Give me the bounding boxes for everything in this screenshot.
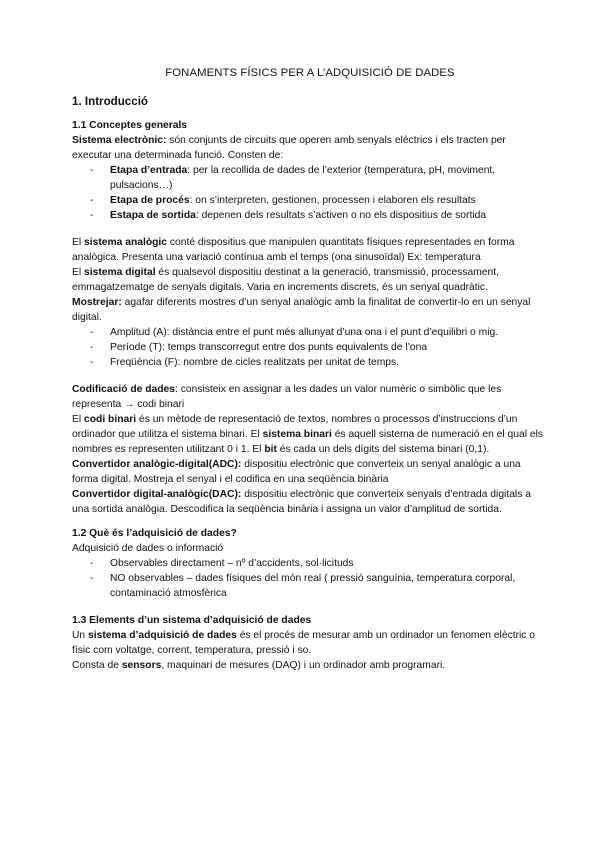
paragraph-sistema-analogic: El sistema analògic conté dispositius que manipulen quantitats físiques representades en forma analògica. Presenta una variació contínua amb el temps (ona sinusoïdal) Ex: temperatura [72,237,515,263]
list-item: - Etapa de procés: on s’interpreten, gestionen, processen i elaboren els resultats [72,193,548,208]
subsection-heading-adquisicio: 1.2 Què és l’adquisició de dades? [72,528,237,539]
list-parametres [72,325,548,370]
paragraph-codi-binari: El codi binari és un mètode de representació de textos, nombres o processos d’instruccions d’un ordinador que utilitza el sistema binari. El sistema binari és aquell sistema de numeració en el qual els nombres es representen utilitzant 0 i 1. El bit és cada un dels dígits del sistema binari (0,1). [72,414,544,455]
list-item: - Estapa de sortida: depenen dels resultats s’activen o no els dispositius de sortida [72,208,548,223]
paragraph-codificacio: Codificació de dades: consisteix en assignar a les dades un valor numèric o simbòlic que les representa → codi binari [72,384,502,410]
paragraph-sistema-adquisicio: Un sistema d’adquisició de dades és el procés de mesurar amb un ordinador un fenomen elèctric o físic com voltatge, corrent, temperatura, pressió i so. [72,630,536,656]
subsection-heading-elements: 1.3 Elements d’un sistema d’adquisició de dades [72,615,312,626]
document-title: FONAMENTS FÍSICS PER A L’ADQUISICIÓ DE DADES [165,67,455,79]
paragraph-sistema-digital: El sistema digital és qualsevol dispositiu destinat a la generació, transmissió, processament, emmagatzematge de senyals digitals. Varia en increments discrets, és un senyal quadràtic. [72,267,499,293]
subsection-heading-conceptes: 1.1 Conceptes generals [72,120,188,131]
list-observables [72,556,548,601]
paragraph-sistema-electronic: Sistema electrònic: són conjunts de circuits que operen amb senyals elèctrics i els tracten per executar una determinada funció. Consten de: [72,135,506,161]
paragraph-dac: Convertidor digital-analògic(DAC): dispositiu electrònic que converteix senyals d’entrada digitals a una sortida analògia. Descodifica la seqüència binària i assigna un valor d’amplitud de sortida. [72,489,531,515]
paragraph-adquisicio-intro: Adquisició de dades o informació [72,543,224,554]
list-item: - NO observables – dades físiques del món real ( pressió sanguínia, temperatura corporal, contaminació atmosfèrica [72,571,548,601]
list-item: - Etapa d’entrada: per la recollida de dades de l’exterior (temperatura, pH, moviment, pulsacions…) [72,163,548,193]
paragraph-consta: Consta de sensors, maquinari de mesures (DAQ) i un ordinador amb programari. [72,660,446,671]
list-item: - Amplitud (A): distància entre el punt més allunyat d’una ona i el punt d’equilibri o mig. [72,325,548,340]
paragraph-mostrejar: Mostrejar: agafar diferents mostres d’un senyal analògic amb la finalitat de convertir-lo en un senyal digital. [72,297,531,323]
list-etapes [72,163,548,223]
list-item: - Observables directament – nº d’accidents, sol·licituds [72,556,548,571]
list-item: - Freqüència (F): nombre de cicles realitzats per unitat de temps. [72,355,548,370]
list-item: - Període (T): temps transcorregut entre dos punts equivalents de l’ona [72,340,548,355]
section-heading-introduccio: 1. Introducció [72,95,149,108]
paragraph-adc: Convertidor analògic-digital(ADC): dispositiu electrònic que converteix un senyal analògic a una forma digital. Mostreja el senyal i el codifica en una seqüència binària [72,459,521,485]
